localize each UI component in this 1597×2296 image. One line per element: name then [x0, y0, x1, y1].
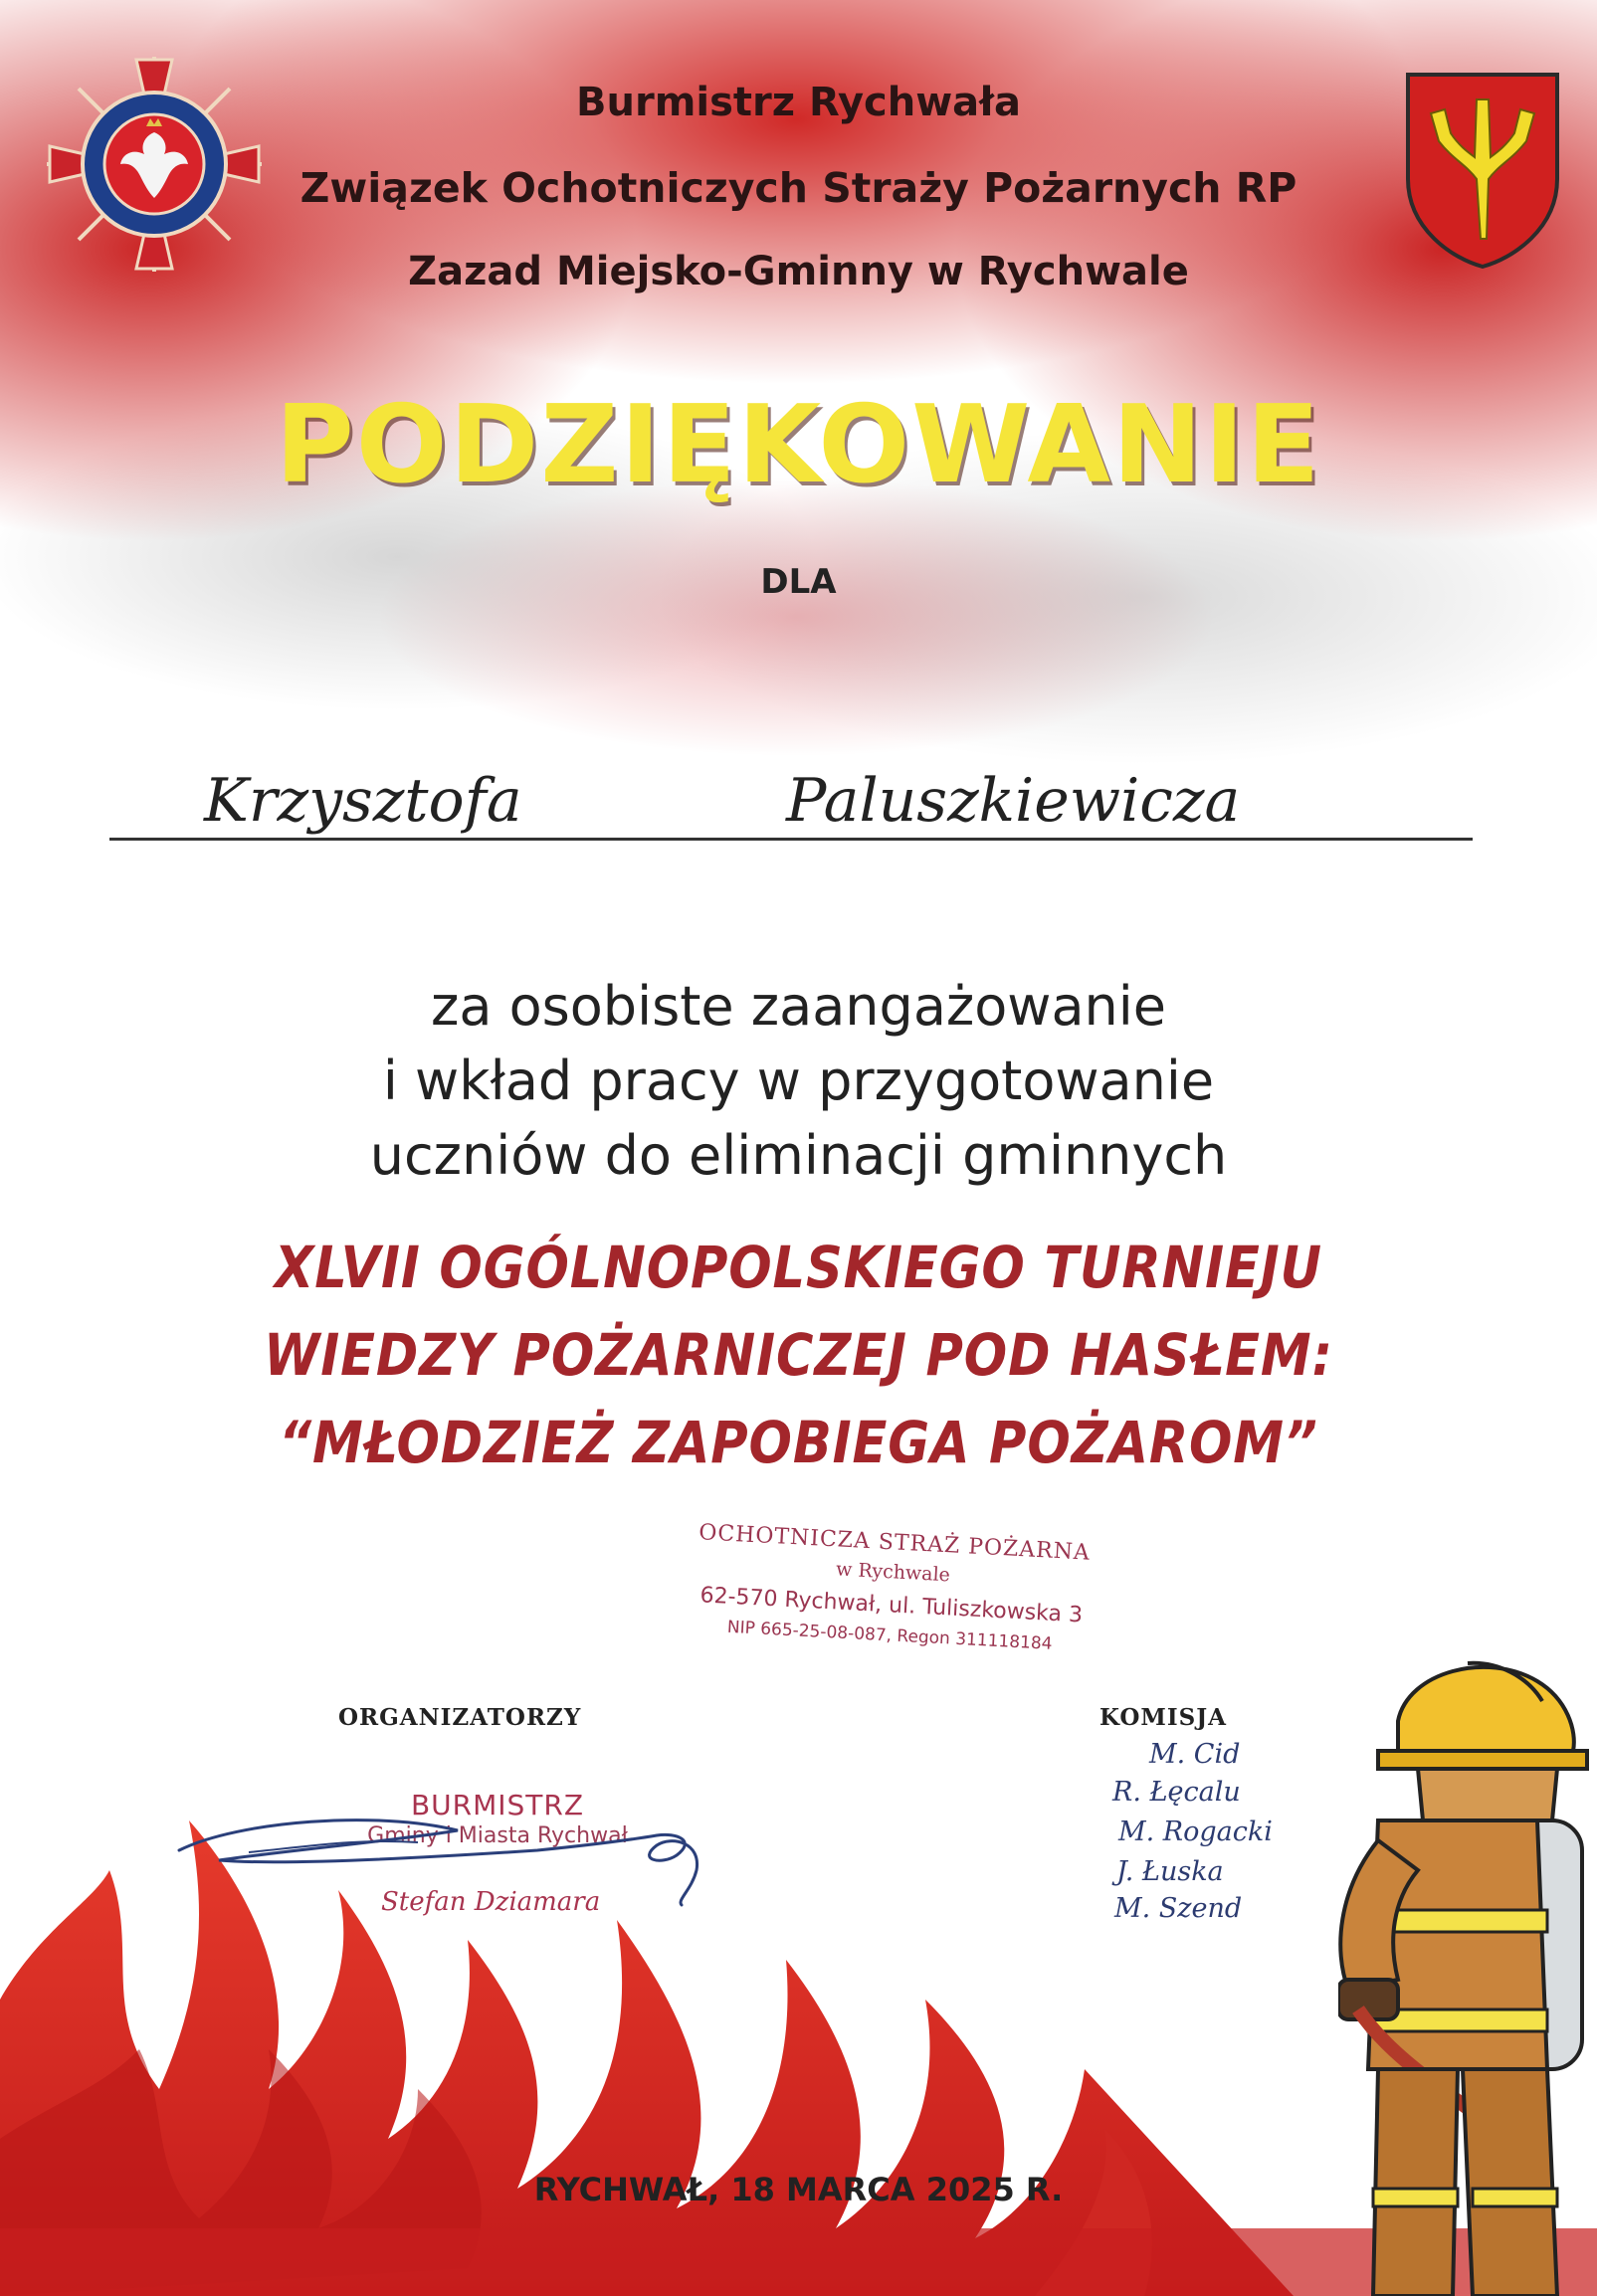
- header-line-3: Zazad Miejsko-Gminny w Rychwale: [408, 249, 1189, 294]
- header-line-1: Burmistrz Rychwała: [576, 80, 1021, 125]
- mayor-stamp-title: BURMISTRZ: [410, 1789, 585, 1821]
- dla-label: DLA: [760, 562, 837, 602]
- event-line-2: WIEDZY POŻARNICZEJ POD HASŁEM:: [264, 1321, 1333, 1389]
- body-line-2: i wkład pracy w przygotowanie: [382, 1050, 1215, 1112]
- rychwal-coat-of-arms-icon: [1403, 70, 1562, 269]
- certificate-title: PODZIĘKOWANIE: [275, 383, 1322, 507]
- body-line-1: za osobiste zaangażowanie: [431, 975, 1166, 1038]
- osp-stamp-ids: NIP 665-25-08-087, Regon 311118184: [726, 1617, 1053, 1654]
- mayor-name: Stefan Dziamara: [381, 1887, 601, 1917]
- body-line-3: uczniów do eliminacji gminnych: [369, 1124, 1228, 1187]
- event-line-3: “MŁODZIEŻ ZAPOBIEGA POŻAROM”: [279, 1409, 1318, 1476]
- name-underline: [109, 838, 1473, 841]
- recipient-first-name: Krzysztofa: [204, 766, 522, 836]
- osp-emblem-icon: [40, 50, 269, 279]
- mayor-stamp-subtitle: Gminy i Miasta Rychwał: [367, 1823, 628, 1848]
- issue-date: RYCHWAŁ, 18 MARCA 2025 R.: [533, 2171, 1064, 2208]
- recipient-last-name: Paluszkiewicza: [786, 766, 1241, 836]
- event-line-1: XLVII OGÓLNOPOLSKIEGO TURNIEJU: [275, 1234, 1322, 1301]
- osp-stamp-address: 62-570 Rychwał, ul. Tuliszkowska 3: [699, 1583, 1084, 1628]
- commission-signature: M. Cid: [1149, 1739, 1241, 1770]
- osp-stamp: [691, 1520, 1095, 1656]
- header-line-2: Związek Ochotniczych Straży Pożarnych RP: [299, 164, 1298, 212]
- osp-stamp-town: w Rychwale: [835, 1558, 951, 1587]
- osp-stamp-name: OCHOTNICZA STRAŻ POŻARNA: [698, 1520, 1092, 1566]
- commission-signature: M. Szend: [1114, 1893, 1243, 1924]
- commission-label: KOMISJA: [1099, 1704, 1227, 1731]
- commission-signature: R. Łęcalu: [1112, 1777, 1241, 1808]
- organizers-label: ORGANIZATORZY: [338, 1704, 582, 1731]
- commission-signature: M. Rogacki: [1118, 1817, 1273, 1847]
- commission-signature: J. Łuska: [1116, 1856, 1224, 1887]
